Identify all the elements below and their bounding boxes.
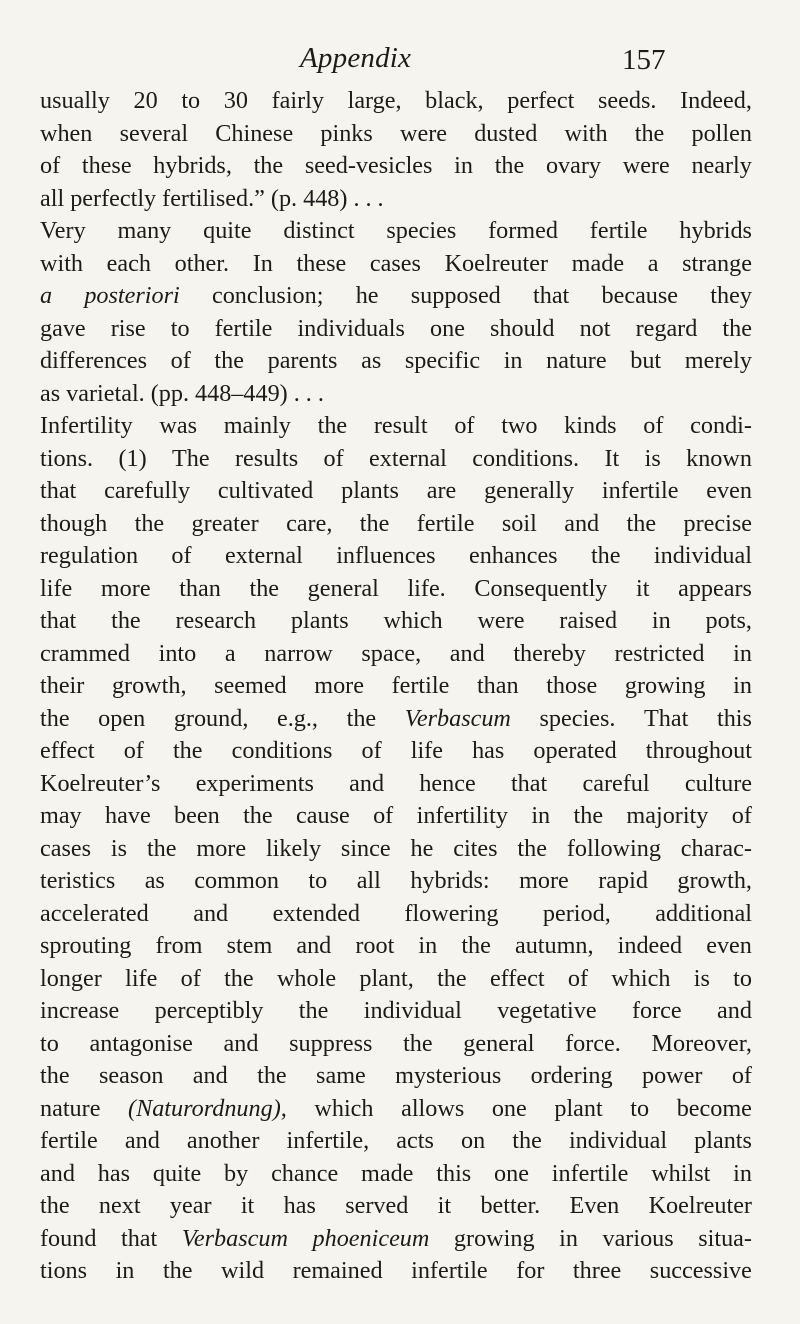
text-line: crammed into a narrow space, and thereby restricted in [40, 639, 752, 667]
text-line: Koelreuter’s experiments and hence that careful culture [40, 769, 752, 797]
text-line: though the greater care, the fertile soil and the precise [40, 509, 752, 537]
text-line: the open ground, e.g., the Verbascum species. That this [40, 704, 752, 732]
text-line: tions. (1) The results of external conditions. It is known [40, 444, 752, 472]
text-line: tions in the wild remained infertile for three successive [40, 1257, 752, 1284]
text-line: found that Verbascum phoeniceum growing in various situa- [40, 1224, 752, 1252]
text-line: Very many quite distinct species formed fertile hybrids [40, 217, 752, 244]
text-line: effect of the conditions of life has operated throughout [40, 737, 752, 764]
text-line: nature (Naturordnung), which allows one plant to become [40, 1094, 752, 1122]
body-text [40, 85, 752, 1288]
text-line: longer life of the whole plant, the effect of which is to [40, 964, 752, 992]
text-line: a posteriori conclusion; he supposed that because they [40, 282, 752, 309]
text-line: that carefully cultivated plants are generally infertile even [40, 477, 752, 504]
text-line: of these hybrids, the seed-vesicles in the ovary were nearly [40, 152, 752, 179]
running-title: Appendix [300, 42, 412, 74]
text-line: accelerated and extended flowering period, additional [40, 899, 752, 927]
text-line: differences of the parents as specific in nature but merely [40, 347, 752, 374]
text-line: the season and the same mysterious ordering power of [40, 1062, 752, 1089]
text-line: Infertility was mainly the result of two kinds of condi- [40, 412, 752, 439]
page-header [0, 42, 800, 86]
text-line: regulation of external influences enhances the individual [40, 542, 752, 569]
text-line: may have been the cause of infertility in the majority of [40, 802, 752, 829]
text-line: as varietal. (pp. 448–449) . . . [40, 379, 324, 407]
text-line: with each other. In these cases Koelreuter made a strange [40, 249, 752, 277]
text-line: cases is the more likely since he cites the following charac- [40, 834, 752, 862]
text-line: all perfectly fertilised.” (p. 448) . . . [40, 184, 384, 212]
text-line: teristics as common to all hybrids: more rapid growth, [40, 867, 752, 894]
text-line: when several Chinese pinks were dusted with the pollen [40, 119, 752, 147]
text-line: increase perceptibly the individual vegetative force and [40, 997, 752, 1024]
text-line: sprouting from stem and root in the autumn, indeed even [40, 932, 752, 959]
text-line: usually 20 to 30 fairly large, black, perfect seeds. Indeed, [40, 87, 752, 114]
text-line: the next year it has served it better. Even Koelreuter [40, 1192, 752, 1219]
text-line: their growth, seemed more fertile than those growing in [40, 672, 752, 699]
page-number: 157 [622, 44, 666, 76]
text-line: to antagonise and suppress the general force. Moreover, [40, 1029, 752, 1057]
text-line: fertile and another infertile, acts on the individual plants [40, 1127, 752, 1154]
text-line: and has quite by chance made this one infertile whilst in [40, 1159, 752, 1187]
text-line: gave rise to fertile individuals one should not regard the [40, 314, 752, 342]
text-line: life more than the general life. Consequently it appears [40, 574, 752, 602]
text-line: that the research plants which were raised in pots, [40, 607, 752, 634]
